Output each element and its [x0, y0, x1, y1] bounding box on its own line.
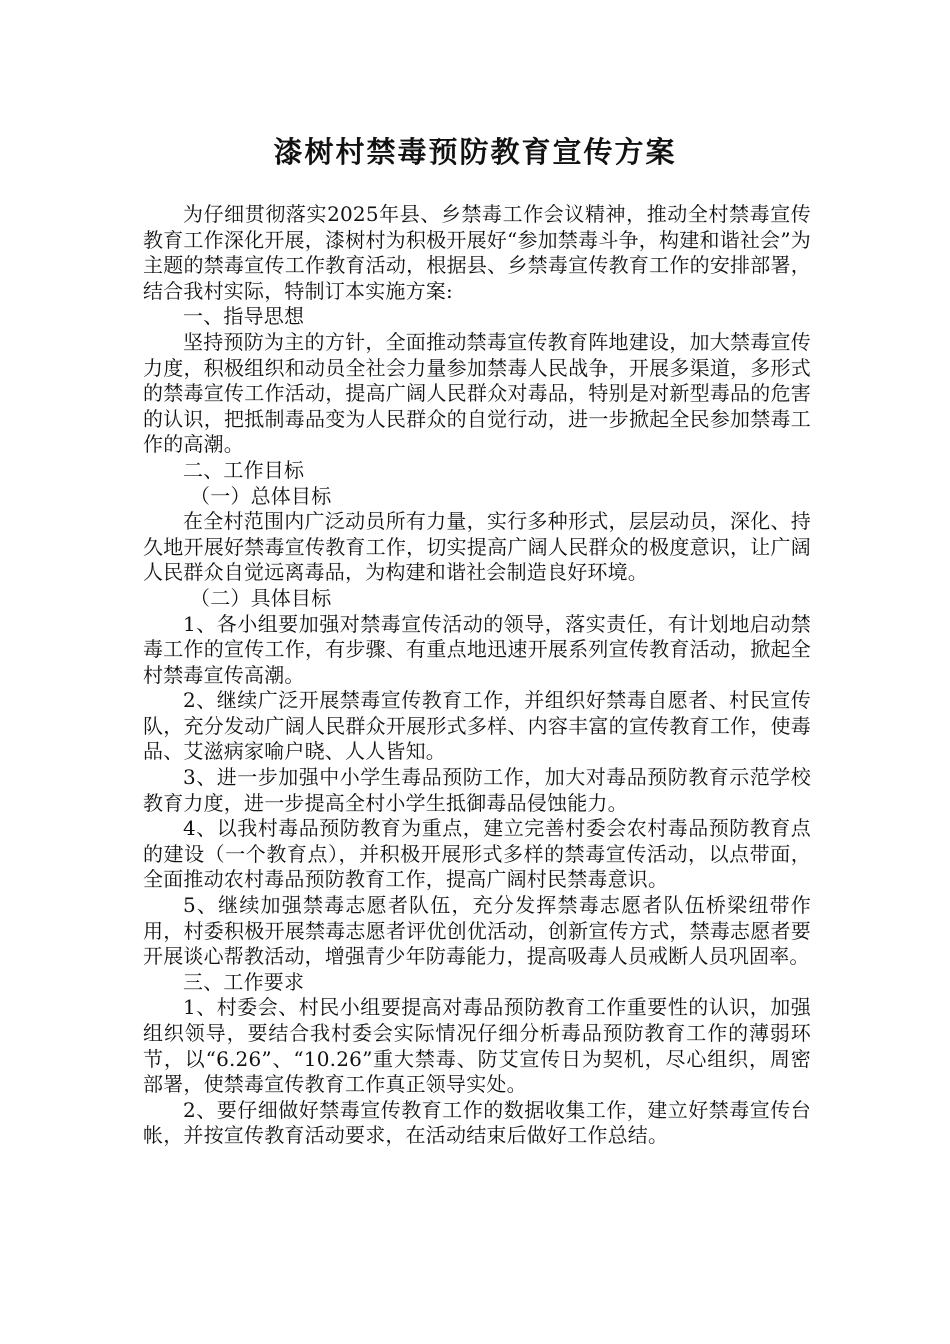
section-heading-work-goals: 二、工作目标 [183, 457, 305, 482]
intro-paragraph: 为仔细贯彻落实2025年县、乡禁毒工作会议精神，推动全村禁毒宣传教育工作深化开展，漆树村为积极开展好“参加禁毒斗争，构建和谐社会”为主题的禁毒宣传工作教育活动，根据县、乡禁毒宣传教育工作的安排部署，结合我村实际，特制订本实施方案: [143, 202, 811, 303]
requirement-item-1: 1、村委会、村民小组要提高对毒品预防教育工作重要性的认识，加强组织领导，要结合我村委会实际情况仔细分析毒品预防教育工作的薄弱环节，以“6.26”、“10.26”重大禁毒、防艾宣传日为契机，尽心组织，周密部署，使禁毒宣传教育工作真正领导实处。 [143, 995, 811, 1097]
section-heading-work-requirements: 三、工作要求 [183, 969, 305, 994]
specific-goal-item-4: 4、以我村毒品预防教育为重点，建立完善村委会农村毒品预防教育点的建设（一个教育点），并积极开展形式多样的禁毒宣传活动，以点带面，全面推动农村毒品预防教育工作，提高广阔村民禁毒意识。 [143, 816, 811, 892]
specific-goal-item-2: 2、继续广泛开展禁毒宣传教育工作，并组织好禁毒自愿者、村民宣传队，充分发动广阔人民群众开展形式多样、内容丰富的宣传教育工作，使毒品、艾滋病家喻户晓、人人皆知。 [143, 688, 811, 764]
subheading-overall-goal: （一）总体目标 [190, 483, 332, 508]
document-body [143, 202, 811, 1149]
overall-goal-paragraph: 在全村范围内广泛动员所有力量，实行多种形式，层层动员，深化、持久地开展好禁毒宣传教育工作，切实提高广阔人民群众的极度意识，让广阔人民群众自觉远离毒品，为构建和谐社会制造良好环境。 [143, 509, 811, 585]
guiding-ideology-paragraph: 坚持预防为主的方针，全面推动禁毒宣传教育阵地建设，加大禁毒宣传力度，积极组织和动员全社会力量参加禁毒人民战争，开展多渠道，多形式的禁毒宣传工作活动，提高广阔人民群众对毒品，特别是对新型毒品的危害的认识，把抵制毒品变为人民群众的自觉行动，进一步掀起全民参加禁毒工作的高潮。 [143, 329, 811, 457]
requirement-item-2: 2、要仔细做好禁毒宣传教育工作的数据收集工作，建立好禁毒宣传台帐，并按宣传教育活动要求，在活动结束后做好工作总结。 [143, 1097, 811, 1148]
section-heading-guiding-ideology: 一、指导思想 [183, 304, 305, 329]
specific-goal-item-5: 5、继续加强禁毒志愿者队伍，充分发挥禁毒志愿者队伍桥梁纽带作用，村委积极开展禁毒志愿者评优创优活动，创新宣传方式，禁毒志愿者要开展谈心帮教活动，增强青少年防毒能力，提高吸毒人员戒断人员巩固率。 [143, 893, 811, 969]
subheading-specific-goals: （二）具体目标 [190, 585, 332, 610]
specific-goal-item-1: 1、各小组要加强对禁毒宣传活动的领导，落实责任，有计划地启动禁毒工作的宣传工作，有步骤、有重点地迅速开展系列宣传教育活动，掀起全村禁毒宣传高潮。 [143, 611, 811, 687]
specific-goal-item-3: 3、进一步加强中小学生毒品预防工作，加大对毒品预防教育示范学校教育力度，进一步提高全村小学生抵御毒品侵蚀能力。 [143, 765, 811, 815]
document-title: 漆树村禁毒预防教育宣传方案 [273, 135, 677, 169]
